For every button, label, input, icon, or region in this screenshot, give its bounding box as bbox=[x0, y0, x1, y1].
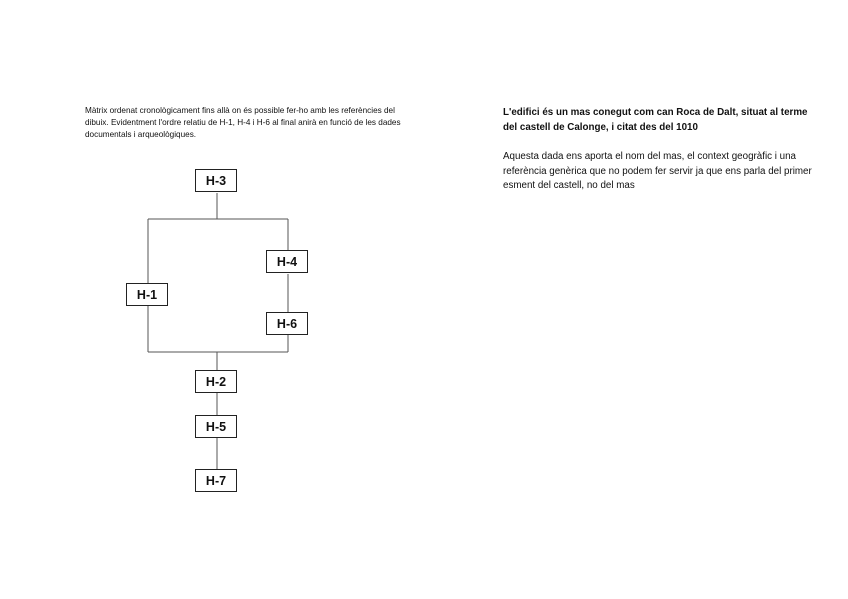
matrix-intro-text: Màtrix ordenat cronològicament fins allà on és possible fer-ho amb les referències del dibuix. Evidentment l'ordre relatiu de H-1, H-4 i H-6 al final anirà en funció de les dades documentals i arqueològiques. bbox=[85, 106, 401, 139]
node-h3-label: H-3 bbox=[205, 173, 227, 188]
node-h5-label: H-5 bbox=[205, 419, 227, 434]
node-h6-label: H-6 bbox=[276, 316, 298, 331]
node-h2-label: H-2 bbox=[205, 374, 227, 389]
node-h5 bbox=[195, 415, 237, 438]
node-h1 bbox=[126, 283, 168, 306]
node-h7-label: H-7 bbox=[205, 473, 227, 488]
description-body: Aquesta dada ens aporta el nom del mas, el context geogràfic i una referència genèrica que no podem fer servir ja que ens parla del primer esment del castell, no del mas bbox=[503, 151, 812, 191]
node-h4-label: H-4 bbox=[276, 254, 298, 269]
node-h6 bbox=[266, 312, 308, 335]
node-h2 bbox=[195, 370, 237, 393]
node-h7 bbox=[195, 469, 237, 492]
node-h1-label: H-1 bbox=[136, 287, 158, 302]
node-h4 bbox=[266, 250, 308, 273]
node-h3 bbox=[195, 169, 237, 192]
description-lead: L'edifici és un mas conegut com can Roca de Dalt, situat al terme del castell de Calonge, i citat des del 1010 bbox=[503, 107, 808, 133]
